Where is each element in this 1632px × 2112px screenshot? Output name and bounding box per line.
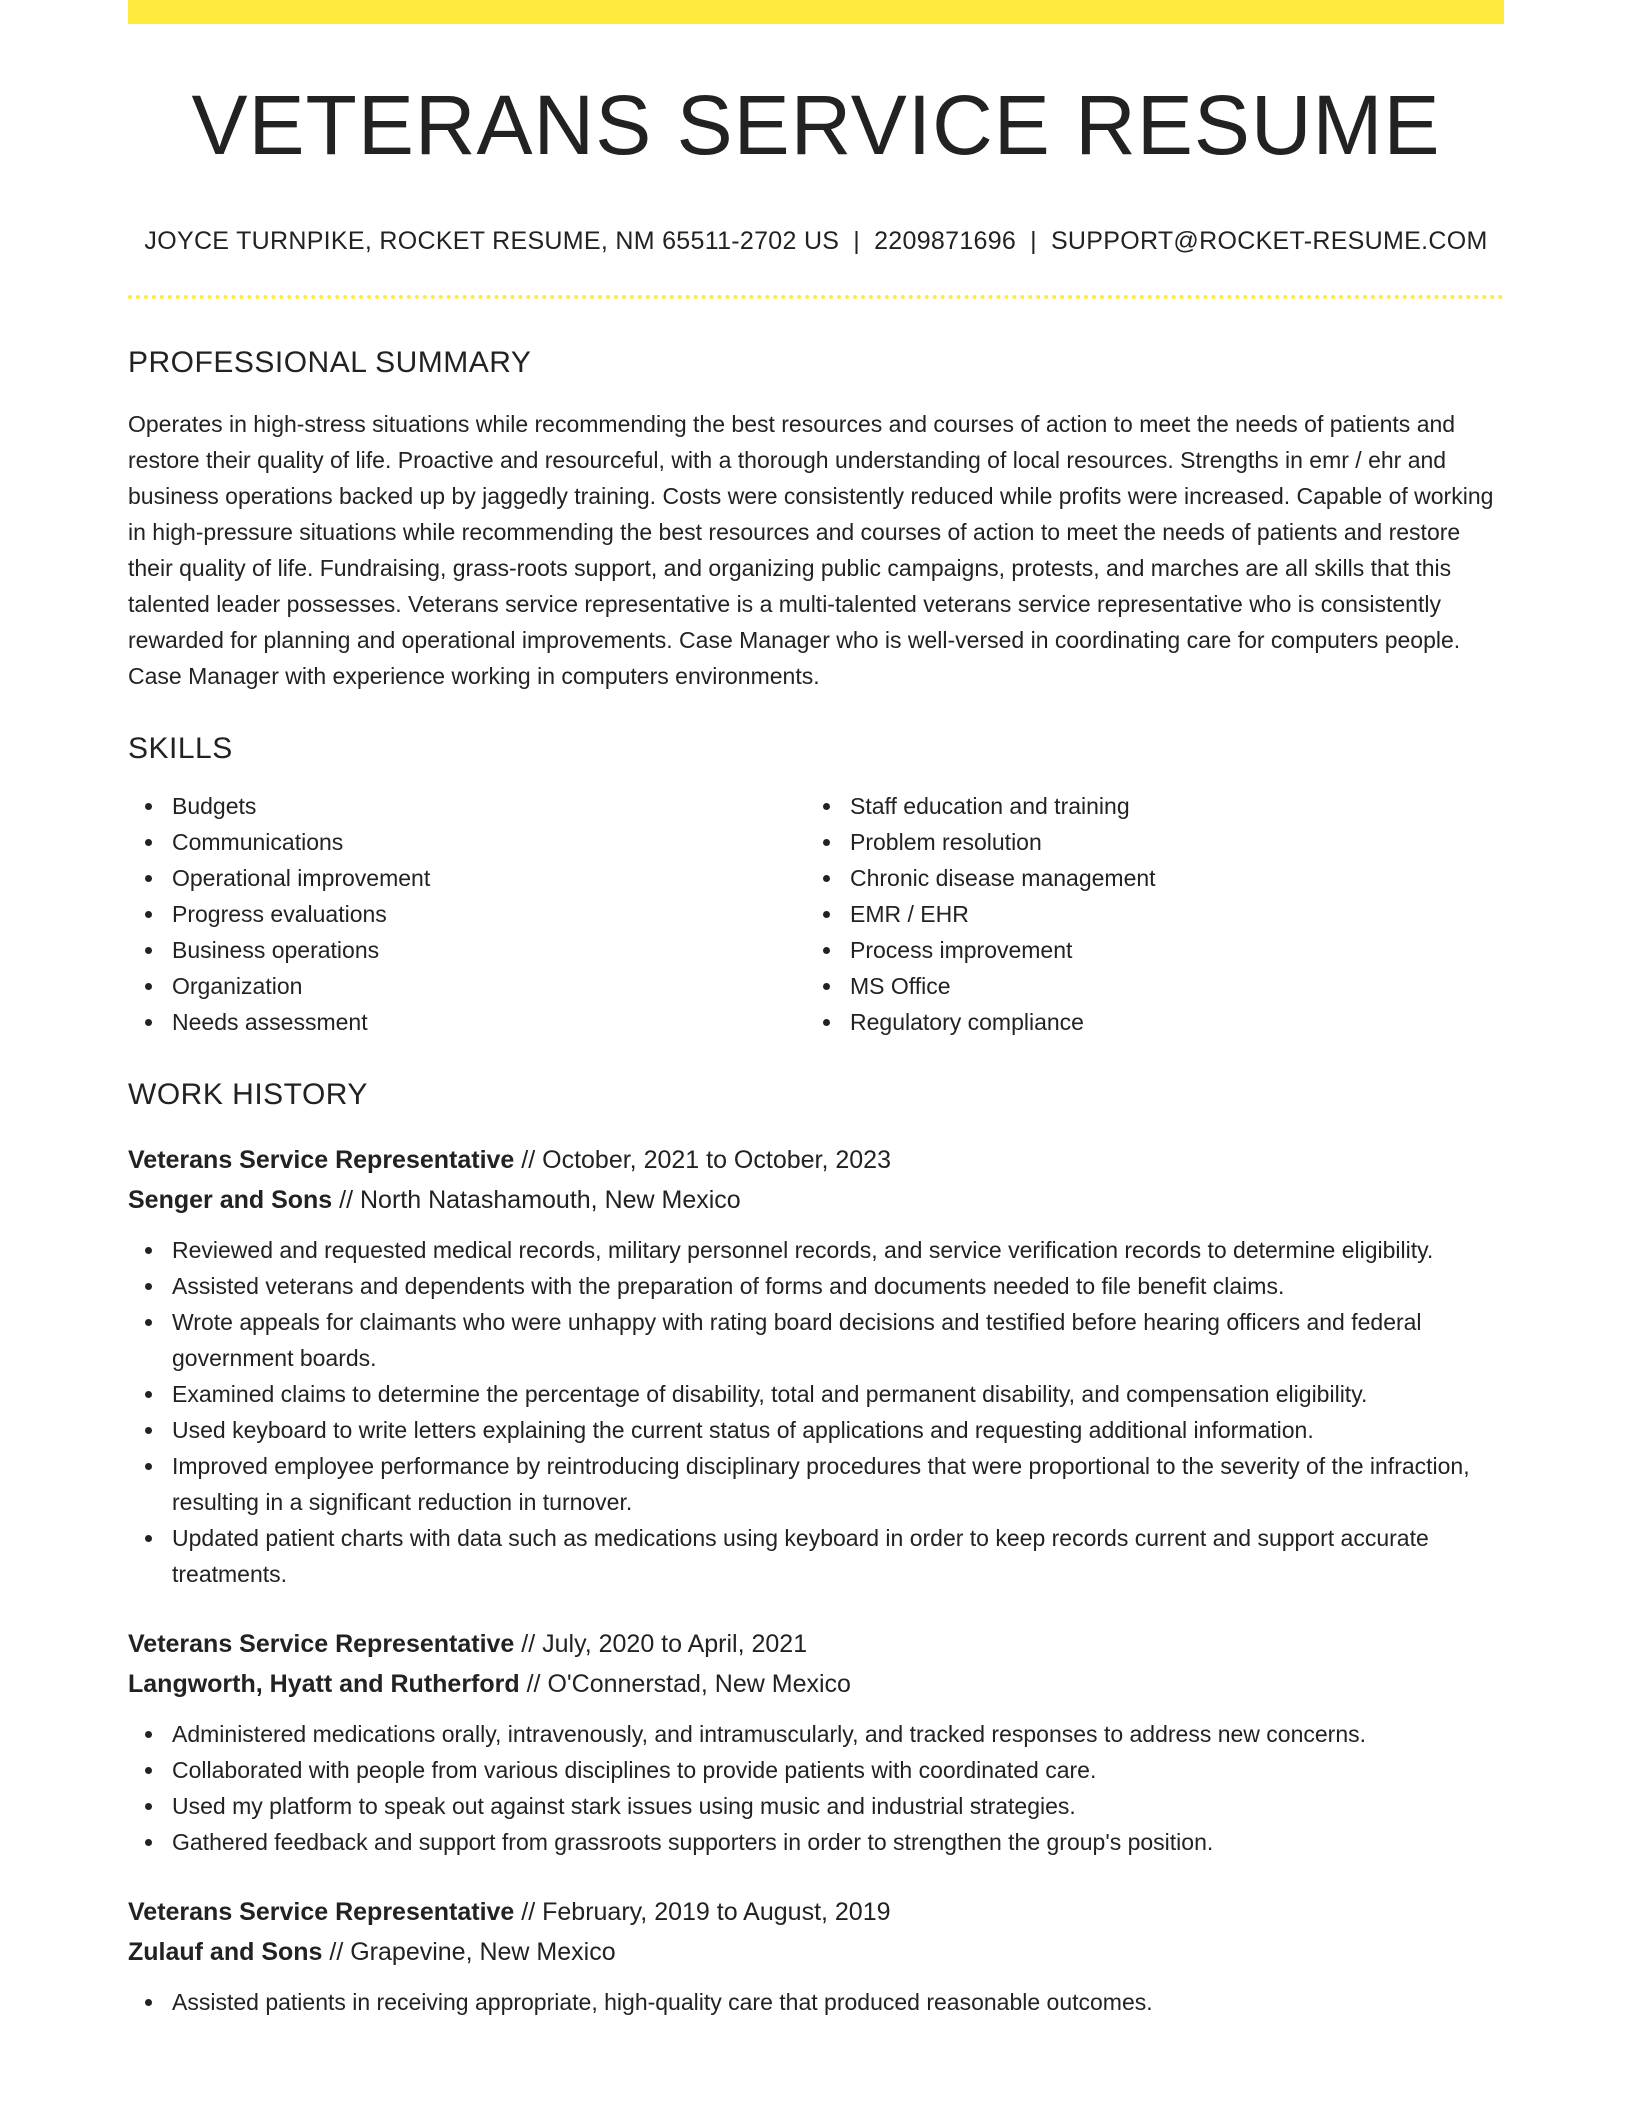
contact-email: SUPPORT@ROCKET-RESUME.COM [1050,227,1488,255]
dotted-divider [128,295,1504,299]
job-entry [128,1892,1504,2020]
job-bullet: Used my platform to speak out against stark issues using music and industrial strategies. [128,1788,1504,1824]
work-history-list [128,1140,1504,2020]
job-bullet: Gathered feedback and support from grassroots supporters in order to strengthen the group's position. [128,1824,1504,1860]
job-company-line [128,1180,1504,1220]
skill-item: Business operations [128,932,806,968]
job-bullet: Updated patient charts with data such as medications using keyboard in order to keep records current and support accurate treatments. [128,1520,1504,1592]
contact-line [128,229,1504,254]
job-dates: // October, 2021 to October, 2023 [514,1146,891,1174]
skill-item: Staff education and training [806,788,1484,824]
job-company-line [128,1932,1504,1972]
skill-item: Progress evaluations [128,896,806,932]
skill-item: Communications [128,824,806,860]
summary-text: Operates in high-stress situations while recommending the best resources and courses of action to meet the needs of patients and restore their quality of life. Proactive and resourceful, with a thorough understanding of local resources. Strengths in emr / ehr and business operations backed up by jaggedly training. Costs were consistently reduced while profits were increased. Capable of working in high-pressure situations while recommending the best resources and courses of action to meet the needs of patients and restore their quality of life. Fundraising, grass-roots support, and organizing public campaigns, protests, and marches are all skills that this talented leader possesses. Veterans service representative is a multi-talented veterans service representative who is consistently rewarded for planning and operational improvements. Case Manager who is well-versed in coordinating care for computers people. Case Manager with experience working in computers environments. [128,411,1494,689]
skill-item: MS Office [806,968,1484,1004]
job-bullet-list [128,1232,1504,1592]
job-entry [128,1624,1504,1860]
skill-item: Problem resolution [806,824,1484,860]
job-bullet: Reviewed and requested medical records, military personnel records, and service verification records to determine eligibility. [128,1232,1504,1268]
contact-separator: | [853,227,861,255]
job-bullet-list [128,1984,1504,2020]
job-title-line [128,1892,1504,1932]
job-dates: // July, 2020 to April, 2021 [514,1630,808,1658]
skill-item: Operational improvement [128,860,806,896]
skills-column-left [128,788,806,1040]
summary-heading: PROFESSIONAL SUMMARY [128,346,532,379]
job-dates: // February, 2019 to August, 2019 [514,1898,891,1926]
skill-item: Budgets [128,788,806,824]
resume-page [128,0,1504,2020]
job-bullet: Administered medications orally, intravenously, and intramuscularly, and tracked responses to address new concerns. [128,1716,1504,1752]
job-location: // North Natashamouth, New Mexico [332,1186,741,1214]
job-bullet: Assisted patients in receiving appropriate, high-quality care that produced reasonable outcomes. [128,1984,1504,2020]
job-title: Veterans Service Representative [128,1630,515,1658]
job-bullet: Assisted veterans and dependents with the preparation of forms and documents needed to file benefit claims. [128,1268,1504,1304]
job-company: Senger and Sons [128,1186,333,1214]
skill-item: Regulatory compliance [806,1004,1484,1040]
job-company: Zulauf and Sons [128,1938,323,1966]
job-location: // O'Connerstad, New Mexico [519,1670,851,1698]
skill-item: EMR / EHR [806,896,1484,932]
accent-top-bar [128,0,1504,24]
job-title-line [128,1624,1504,1664]
job-bullet: Improved employee performance by reintroducing disciplinary procedures that were proportional to the severity of the infraction, resulting in a significant reduction in turnover. [128,1448,1504,1520]
skill-item: Chronic disease management [806,860,1484,896]
job-location: // Grapevine, New Mexico [322,1938,616,1966]
contact-separator: | [1030,227,1037,255]
job-bullet: Examined claims to determine the percentage of disability, total and permanent disability, and compensation eligibility. [128,1376,1504,1412]
skills-heading: SKILLS [128,732,233,765]
job-bullet: Used keyboard to write letters explaining the current status of applications and requesting additional information. [128,1412,1504,1448]
contact-phone: 2209871696 [874,227,1017,255]
job-company-line [128,1664,1504,1704]
skill-item: Organization [128,968,806,1004]
job-bullet: Wrote appeals for claimants who were unhappy with rating board decisions and testified before hearing officers and federal government boards. [128,1304,1504,1376]
job-entry [128,1140,1504,1592]
job-bullet: Collaborated with people from various disciplines to provide patients with coordinated care. [128,1752,1504,1788]
resume-title: VETERANS SERVICE RESUME [191,78,1441,172]
job-bullet-list [128,1716,1504,1860]
job-title: Veterans Service Representative [128,1146,515,1174]
job-company: Langworth, Hyatt and Rutherford [128,1670,520,1698]
skill-item: Needs assessment [128,1004,806,1040]
contact-address: JOYCE TURNPIKE, ROCKET RESUME, NM 65511-2702 US [144,227,840,255]
work-history-heading: WORK HISTORY [128,1078,368,1111]
skills-columns [128,788,1504,1040]
skills-column-right [806,788,1484,1040]
skill-item: Process improvement [806,932,1484,968]
job-title: Veterans Service Representative [128,1898,515,1926]
job-title-line [128,1140,1504,1180]
